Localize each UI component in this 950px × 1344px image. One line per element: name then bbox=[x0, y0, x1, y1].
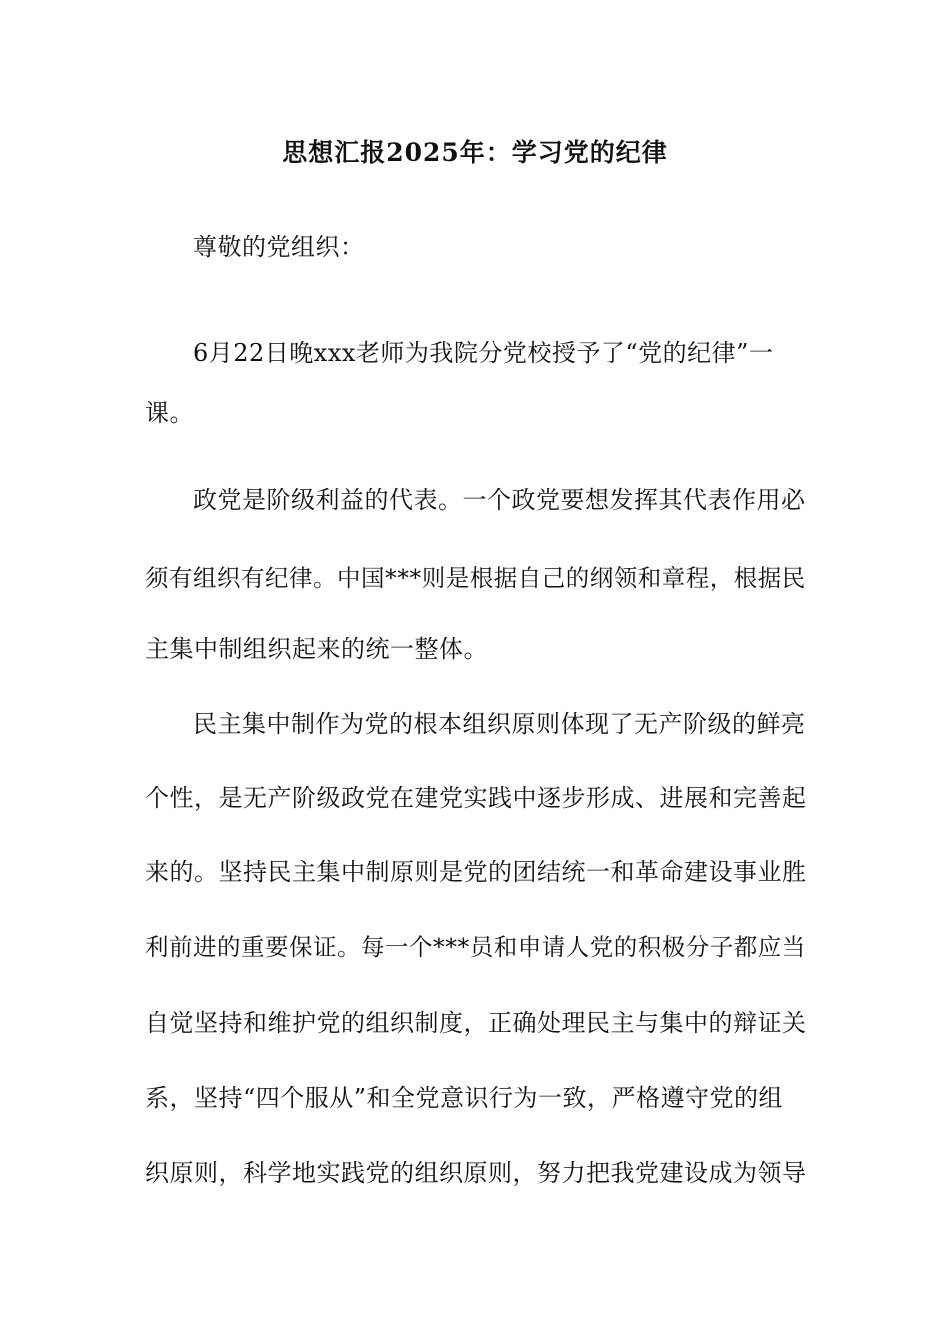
paragraph-3-line-6: 系，坚持“四个服从”和全党意识行为一致，严格遵守党的组 bbox=[145, 1084, 784, 1112]
paragraph-3-line-1: 民主集中制作为党的根本组织原则体现了无产阶级的鲜亮 bbox=[193, 710, 806, 738]
paragraph-3-line-5: 自觉坚持和维护党的组织制度，正确处理民主与集中的辩证关 bbox=[145, 1009, 807, 1037]
salutation: 尊敬的党组织： bbox=[193, 233, 365, 261]
paragraph-3-line-3: 来的。坚持民主集中制原则是党的团结统一和革命建设事业胜 bbox=[145, 858, 807, 886]
document-title: 思想汇报2025年：学习党的纪律 bbox=[282, 138, 668, 167]
paragraph-3-line-2: 个性，是无产阶级政党在建党实践中逐步形成、进展和完善起 bbox=[145, 784, 807, 812]
paragraph-3-line-4: 利前进的重要保证。每一个***员和申请人党的积极分子都应当 bbox=[145, 933, 806, 961]
paragraph-3-line-7: 织原则，科学地实践党的组织原则，努力把我党建设成为领导 bbox=[145, 1159, 807, 1187]
paragraph-2-line-1: 政党是阶级利益的代表。一个政党要想发挥其代表作用必 bbox=[193, 486, 806, 514]
paragraph-2-line-2: 须有组织有纪律。中国***则是根据自己的纲领和章程，根据民 bbox=[145, 564, 806, 592]
paragraph-2-line-3: 主集中制组织起来的统一整体。 bbox=[145, 635, 488, 663]
paragraph-1-line-1: 6月22日晚xxx老师为我院分党校授予了“党的纪律”一 bbox=[193, 339, 774, 367]
paragraph-1-line-2: 课。 bbox=[145, 399, 194, 427]
